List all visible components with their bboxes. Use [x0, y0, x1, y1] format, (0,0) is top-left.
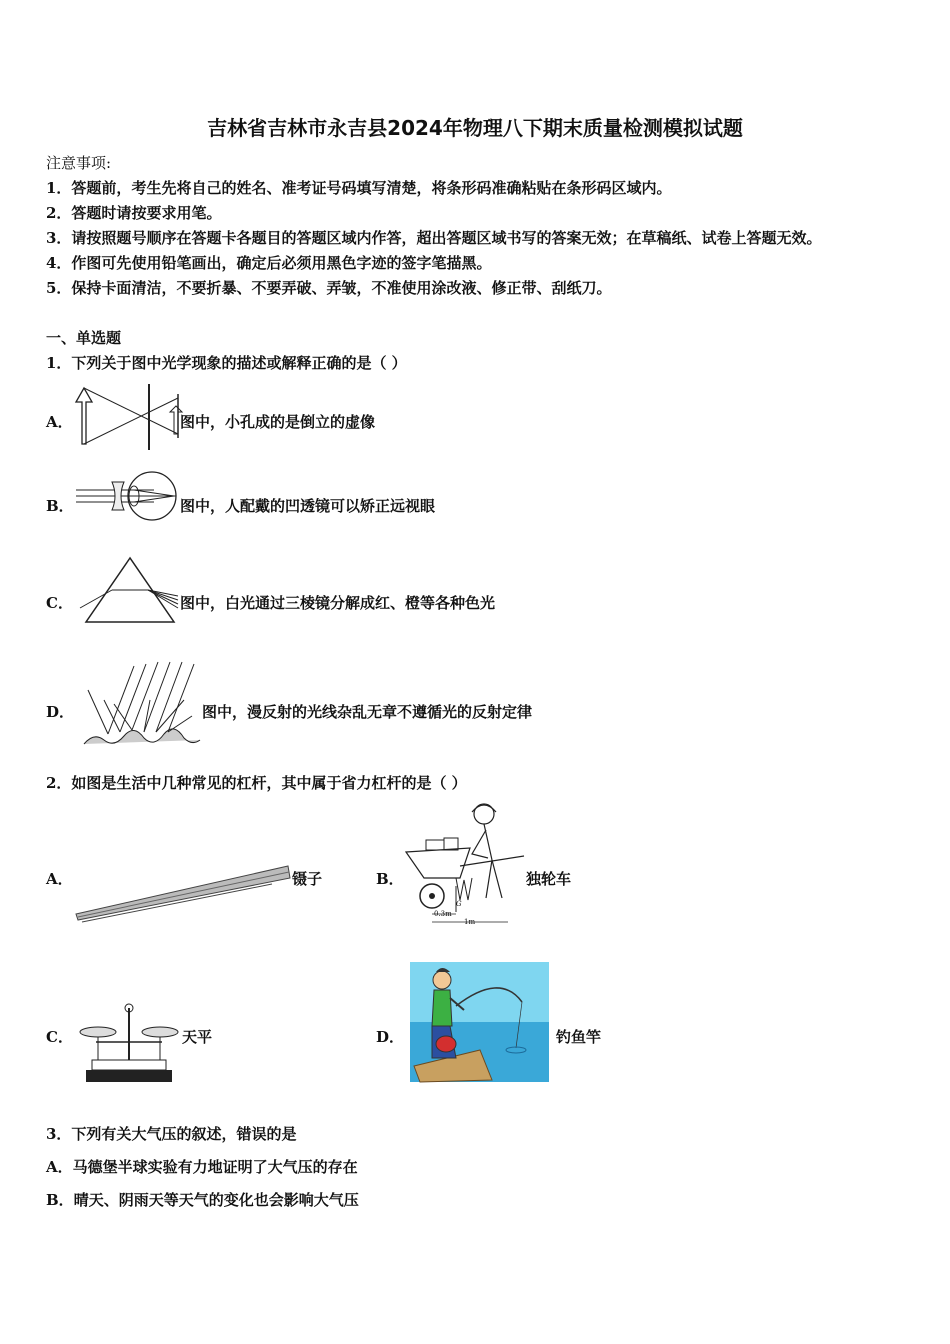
tweezers-figure — [72, 862, 292, 926]
option-label: D． — [46, 703, 75, 721]
notice-item: 4．作图可先使用铅笔画出，确定后必须用黑色字迹的签字笔描黑。 — [46, 254, 492, 272]
distance-label: 0.3m — [434, 910, 452, 918]
notice-item: 3．请按照题号顺序在答题卡各题目的答题区域内作答，超出答题区域书写的答案无效；在草稿纸、试卷上答题无效。 — [46, 229, 822, 247]
option-label: A． — [46, 1158, 73, 1176]
notice-item: 1．答题前，考生先将自己的姓名、准考证号码填写清楚，将条形码准确粘贴在条形码区域内。 — [46, 179, 672, 197]
option-label: B． — [376, 870, 404, 888]
page-title: 吉林省吉林市永吉县2024年物理八下期末质量检测模拟试题 — [207, 116, 743, 140]
question-stem: 1．下列关于图中光学现象的描述或解释正确的是（ ） — [46, 354, 407, 372]
option-text: 独轮车 — [526, 870, 572, 888]
option-text: 图中，白光通过三棱镜分解成红、橙等各种色光 — [180, 594, 496, 612]
concave-lens-eye-figure — [74, 470, 180, 522]
pinhole-figure — [70, 384, 180, 450]
option-text: 钓鱼竿 — [556, 1028, 602, 1046]
option-text: 晴天、阴雨天等天气的变化也会影响大气压 — [73, 1191, 359, 1209]
prism-figure — [80, 556, 180, 628]
option-label: C． — [46, 1028, 73, 1046]
fishing-rod-figure — [410, 962, 549, 1082]
option-label: C． — [46, 594, 73, 612]
section-heading: 一、单选题 — [46, 329, 122, 347]
option-label: B． — [46, 1191, 74, 1209]
option-text: 图中，人配戴的凹透镜可以矫正远视眼 — [180, 497, 436, 515]
option-text: 图中，小孔成的是倒立的虚像 — [180, 413, 376, 431]
option-label: D． — [376, 1028, 405, 1046]
distance-label: 1m — [464, 918, 476, 926]
option-label: B． — [46, 497, 74, 515]
notice-item: 2．答题时请按要求用笔。 — [46, 204, 222, 222]
option-line — [46, 1156, 358, 1177]
option-line — [46, 1189, 359, 1210]
balance-scale-figure — [76, 1002, 182, 1084]
option-label: A． — [46, 870, 73, 888]
notice-heading: 注意事项: — [46, 154, 112, 172]
option-text: 天平 — [182, 1028, 213, 1046]
option-text: 镊子 — [292, 870, 323, 888]
option-text: 马德堡半球实验有力地证明了大气压的存在 — [72, 1158, 358, 1176]
diffuse-reflection-figure — [84, 660, 200, 748]
force-label: G — [456, 900, 462, 908]
notice-item: 5．保持卡面清洁，不要折暴、不要弄破、弄皱，不准使用涂改液、修正带、刮纸刀。 — [46, 279, 612, 297]
question-stem: 3．下列有关大气压的叙述，错误的是 — [46, 1125, 297, 1143]
wheelbarrow-figure — [400, 800, 530, 930]
question-stem: 2．如图是生活中几种常见的杠杆，其中属于省力杠杆的是（ ） — [46, 774, 467, 792]
option-text: 图中，漫反射的光线杂乱无章不遵循光的反射定律 — [202, 703, 533, 721]
option-label: A． — [46, 413, 73, 431]
